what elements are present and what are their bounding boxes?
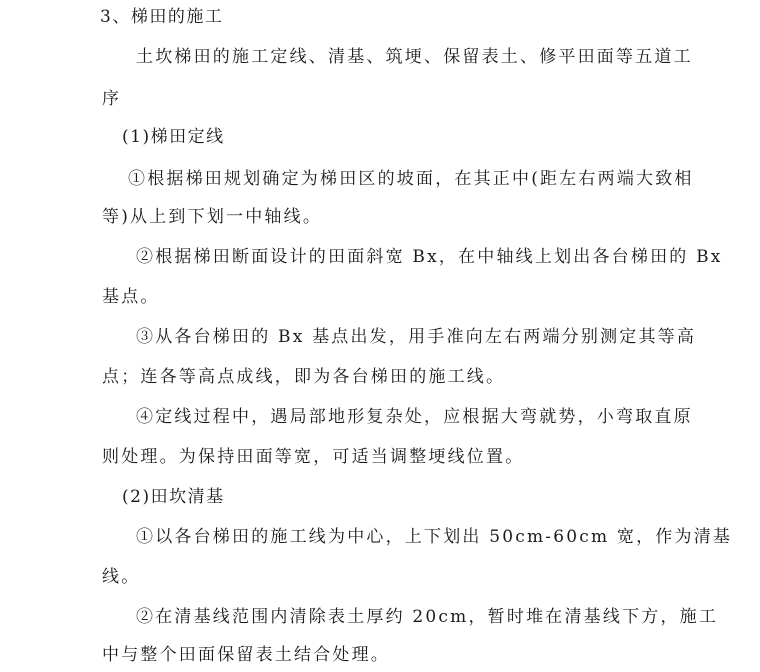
intro-line-2: 序 xyxy=(102,89,122,109)
sub2-item1-line-2: 线。 xyxy=(102,567,141,587)
sub2-item1-line-1: ①以各台梯田的施工线为中心，上下划出 50cm-60cm 宽，作为清基 xyxy=(136,527,733,547)
sub1-item2-line-2: 基点。 xyxy=(102,287,160,307)
section-heading: 3、梯田的施工 xyxy=(100,7,224,27)
sub2-heading: (2)田坎清基 xyxy=(122,487,225,507)
sub1-item4-line-1: ④定线过程中，遇局部地形复杂处，应根据大弯就势，小弯取直原 xyxy=(136,407,693,427)
sub1-item2-line-1: ②根据梯田断面设计的田面斜宽 Bx，在中轴线上划出各台梯田的 Bx xyxy=(136,247,723,267)
sub2-item2-line-2: 中与整个田面保留表土结合处理。 xyxy=(102,645,390,665)
intro-line-1: 土坎梯田的施工定线、清基、筑埂、保留表土、修平田面等五道工 xyxy=(136,47,693,67)
sub1-item1-line-1: ①根据梯田规划确定为梯田区的坡面，在其正中(距左右两端大致相 xyxy=(128,169,694,189)
sub1-heading: (1)梯田定线 xyxy=(122,127,225,147)
sub1-item3-line-2: 点；连各等高点成线，即为各台梯田的施工线。 xyxy=(102,367,506,387)
sub1-item4-line-2: 则处理。为保持田面等宽，可适当调整埂线位置。 xyxy=(102,447,525,467)
sub1-item1-line-2: 等)从上到下划一中轴线。 xyxy=(102,207,323,227)
sub1-item3-line-1: ③从各台梯田的 Bx 基点出发，用手准向左右两端分别测定其等高 xyxy=(136,327,697,347)
sub2-item2-line-1: ②在清基线范围内清除表土厚约 20cm，暂时堆在清基线下方，施工 xyxy=(136,607,719,627)
